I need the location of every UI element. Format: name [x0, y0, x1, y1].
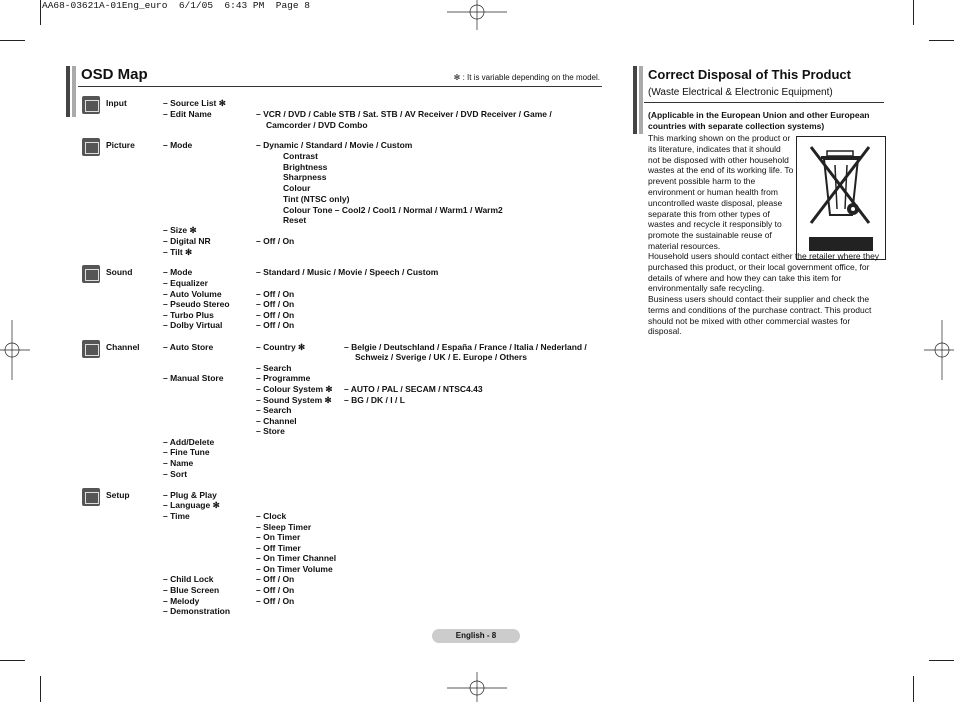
menu-entry: – Clock [256, 511, 287, 521]
disposal-paragraph-3: Business users should contact their supplier and check the terms and conditions of the purchase contract. This product should not be mixed with other commercial wastes for disposal. [648, 294, 872, 337]
disposal-title: Correct Disposal of This Product [648, 67, 851, 82]
disposal-paragraph-1: This marking shown on the product or its literature, indicates that it should not be disposed with other household wastes at the end of its working life. To prevent possible harm to the environment or human health from uncontrolled waste disposal, please separate this from other types of wastes and recycle it responsibly to promote the sustainable reuse of material resources. [648, 133, 794, 251]
title-bar-accent [66, 66, 70, 117]
menu-entry: – VCR / DVD / Cable STB / Sat. STB / AV Receiver / DVD Receiver / Game / [256, 109, 552, 119]
sound-icon [82, 265, 100, 283]
crop-mark [40, 676, 41, 702]
menu-entry: Schweiz / Sverige / UK / E. Europe / Others [355, 352, 527, 362]
menu-entry: – Language ✻ [163, 500, 220, 510]
menu-entry: – Search [256, 363, 292, 373]
menu-entry: – Child Lock [163, 574, 214, 584]
crop-mark [929, 40, 954, 41]
menu-entry: – Search [256, 405, 292, 415]
menu-entry: Tint (NTSC only) [283, 194, 350, 204]
menu-entry: Colour Tone – Cool2 / Cool1 / Normal / Warm1 / Warm2 [283, 205, 503, 215]
crop-mark [0, 40, 25, 41]
registration-mark-icon [924, 320, 954, 380]
menu-entry: Camcorder / DVD Combo [266, 120, 368, 130]
disposal-paragraph-2: Household users should contact either the retailer where they purchased this product, or their local government office, for details of where and how they can take this item for environmentally safe recycling. [648, 251, 880, 294]
menu-entry: – Source List ✻ [163, 98, 226, 108]
menu-entry: Colour [283, 183, 311, 193]
section-sound: Sound [106, 267, 133, 277]
print-slug: AA68-03621A-01Eng_euro 6/1/05 6:43 PM Page 8 [42, 0, 310, 11]
title-bar-accent [72, 66, 76, 117]
title-bar-accent [633, 66, 637, 134]
menu-entry: – Belgie / Deutschland / España / France / Italia / Nederland / [344, 342, 587, 352]
menu-entry: – Name [163, 458, 194, 468]
disposal-rule [644, 102, 884, 103]
menu-entry: Sharpness [283, 172, 327, 182]
registration-mark-icon [447, 0, 507, 30]
menu-entry: – Add/Delete [163, 437, 215, 447]
menu-entry: – Sleep Timer [256, 522, 312, 532]
menu-entry: – Off / On [256, 596, 295, 606]
menu-entry: – Mode [163, 140, 193, 150]
disposal-subtitle: (Waste Electrical & Electronic Equipment) [648, 87, 833, 98]
menu-entry: – Dolby Virtual [163, 320, 223, 330]
applicable-note: (Applicable in the European Union and other European countries with separate collection systems) [648, 110, 870, 131]
menu-entry: – On Timer Channel [256, 553, 337, 563]
menu-entry: – Off / On [256, 585, 295, 595]
weee-bin-icon [796, 136, 886, 260]
menu-entry: – Sort [163, 469, 188, 479]
picture-icon [82, 138, 100, 156]
registration-mark-icon [447, 672, 507, 702]
menu-entry: – Channel [256, 416, 297, 426]
menu-entry: – Colour System ✻ [256, 384, 333, 394]
title-rule [78, 86, 602, 87]
menu-entry: – Standard / Music / Movie / Speech / Custom [256, 267, 439, 277]
menu-entry: Contrast [283, 151, 318, 161]
menu-entry: – Off / On [256, 320, 295, 330]
menu-entry: – Turbo Plus [163, 310, 214, 320]
menu-entry: – Off / On [256, 310, 295, 320]
menu-entry: – Equalizer [163, 278, 208, 288]
crop-mark [0, 660, 25, 661]
menu-entry: – Pseudo Stereo [163, 299, 230, 309]
menu-entry: – Dynamic / Standard / Movie / Custom [256, 140, 413, 150]
menu-entry: – Sound System ✻ [256, 395, 332, 405]
menu-entry: – Store [256, 426, 285, 436]
setup-icon [82, 488, 100, 506]
input-icon [82, 96, 100, 114]
menu-entry: – Off / On [256, 236, 295, 246]
crop-mark [929, 660, 954, 661]
menu-entry: Reset [283, 215, 307, 225]
menu-entry: – Demonstration [163, 606, 231, 616]
menu-entry: – Time [163, 511, 190, 521]
page-title: OSD Map [81, 66, 148, 83]
menu-entry: – Fine Tune [163, 447, 210, 457]
menu-entry: – On Timer [256, 532, 301, 542]
menu-entry: – Off / On [256, 289, 295, 299]
registration-mark-icon [0, 320, 30, 380]
menu-entry: – Programme [256, 373, 311, 383]
section-input: Input [106, 98, 127, 108]
page-number-badge: English - 8 [432, 629, 520, 643]
title-bar-accent [639, 66, 643, 134]
menu-entry: – Manual Store [163, 373, 224, 383]
menu-entry: – Country ✻ [256, 342, 306, 352]
menu-entry: – Blue Screen [163, 585, 220, 595]
menu-entry: – Tilt ✻ [163, 247, 193, 257]
crop-mark [40, 0, 41, 25]
menu-entry: – Edit Name [163, 109, 212, 119]
section-channel: Channel [106, 342, 140, 352]
menu-entry: – Plug & Play [163, 490, 217, 500]
menu-entry: – Mode [163, 267, 193, 277]
crop-mark [913, 0, 914, 25]
menu-entry: – Melody [163, 596, 200, 606]
crop-mark [913, 676, 914, 702]
menu-entry: – AUTO / PAL / SECAM / NTSC4.43 [344, 384, 483, 394]
menu-entry: Brightness [283, 162, 328, 172]
menu-entry: – Off / On [256, 574, 295, 584]
menu-entry: – Off Timer [256, 543, 301, 553]
channel-icon [82, 340, 100, 358]
menu-entry: – BG / DK / I / L [344, 395, 405, 405]
menu-entry: – Off / On [256, 299, 295, 309]
section-picture: Picture [106, 140, 135, 150]
menu-entry: – Size ✻ [163, 225, 197, 235]
menu-entry: – Auto Store [163, 342, 214, 352]
menu-entry: – On Timer Volume [256, 564, 333, 574]
menu-entry: – Auto Volume [163, 289, 222, 299]
section-setup: Setup [106, 490, 130, 500]
model-note: ✻ : It is variable depending on the model. [453, 73, 600, 82]
menu-entry: – Digital NR [163, 236, 211, 246]
